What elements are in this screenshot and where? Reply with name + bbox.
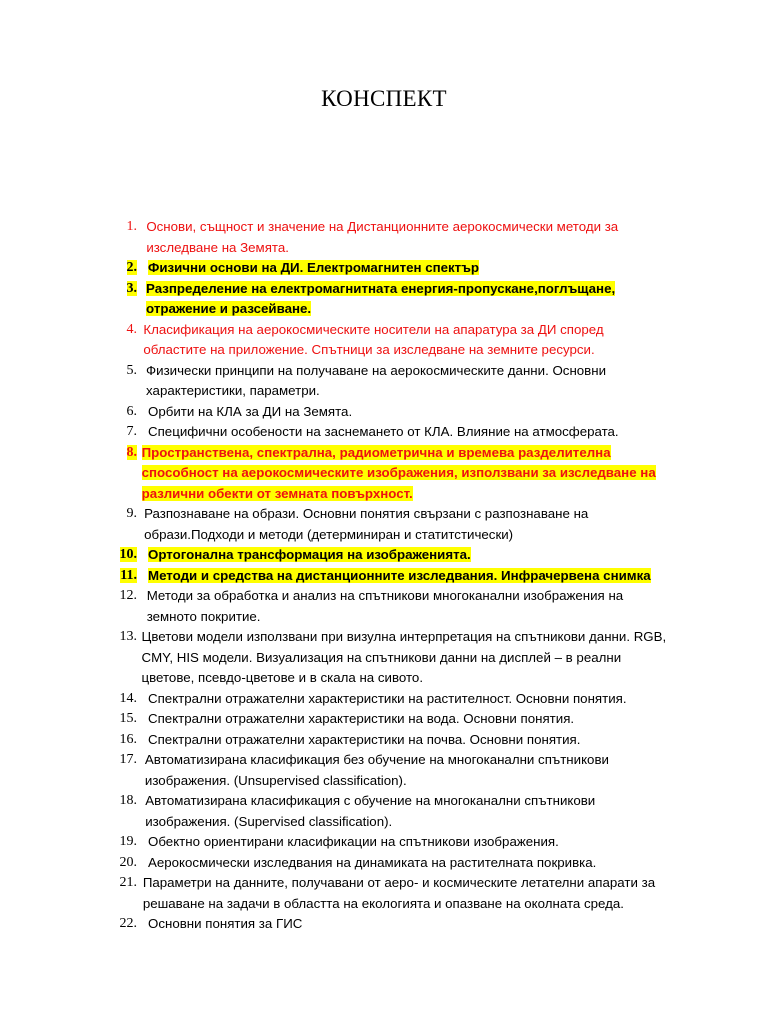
list-item	[110, 504, 670, 545]
item-text-content: Основи, същност и значение на Дистанционните аерокосмически методи за изследване на Земята.	[146, 219, 619, 255]
item-text-content: Параметри на данните, получавани от аеро- и космическите летателни апарати за решаване на задачи в областта на екологията и опазване на околната среда.	[142, 875, 656, 911]
number-gap	[137, 258, 148, 279]
number-gap	[137, 689, 148, 710]
number-gap	[137, 217, 146, 258]
item-number-text: 1.	[126, 219, 137, 234]
topic-list	[110, 217, 670, 935]
item-number	[110, 504, 137, 545]
item-number	[110, 402, 137, 423]
item-number-text: 3.	[126, 280, 137, 296]
item-text	[145, 750, 670, 791]
item-text-content: Пространствена, спектрална, радиометрична и времева разделителна способност на аерокосмическите изображения, използвани за изследване на различни обекти от земната повърхност.	[141, 444, 656, 501]
item-number	[110, 422, 137, 443]
item-text-content: Цветови модели използвани при визулна интерпретация на спътникови данни. RGB, CMY, HIS модели. Визуализация на спътникови данни на дисплей – в реални цветове, псевдо-цветове и в скала на сивото.	[141, 629, 667, 685]
list-item	[110, 791, 670, 832]
item-number-text: 16.	[119, 731, 137, 747]
item-number-text: 19.	[119, 834, 137, 849]
item-number	[110, 873, 137, 914]
item-number	[110, 791, 137, 832]
number-gap	[137, 750, 145, 791]
item-text-content: Класификация на аерокосмическите носители на апаратура за ДИ според областите на приложение. Спътници за изследване на земните ресурси.	[143, 321, 604, 357]
item-text	[148, 422, 670, 443]
document-title: КОНСПЕКТ	[321, 86, 447, 111]
item-text-content: Аерокосмически изследвания на динамиката на растителната покривка.	[148, 854, 597, 870]
item-text	[142, 627, 671, 689]
item-text-content: Основни понятия за ГИС	[148, 916, 303, 931]
item-text-content: Методи и средства на дистанционните изследвания. Инфрачервена снимка	[148, 567, 651, 583]
item-number-text: 11.	[120, 567, 137, 583]
item-text	[148, 689, 670, 710]
item-text	[143, 320, 670, 361]
number-gap	[137, 566, 148, 587]
item-number-text: 21.	[119, 875, 137, 890]
number-gap	[137, 791, 145, 832]
item-number-text: 20.	[119, 854, 137, 870]
list-item	[110, 750, 670, 791]
item-number	[110, 730, 137, 751]
item-number	[110, 320, 137, 361]
item-text	[146, 361, 670, 402]
item-text	[142, 443, 670, 505]
item-number	[110, 258, 137, 279]
number-gap	[137, 586, 147, 627]
item-text	[148, 914, 670, 935]
item-number-text: 9.	[126, 506, 137, 521]
item-number-text: 18.	[119, 793, 137, 808]
list-item	[110, 258, 670, 279]
item-number-text: 14.	[119, 690, 137, 706]
list-item	[110, 689, 670, 710]
item-text-content: Обектно ориентирани класификации на спътникови изображения.	[148, 834, 559, 849]
item-number	[110, 914, 137, 935]
item-text-content: Автоматизирана класификация с обучение на многоканални спътникови изображения. (Supervised classification).	[145, 793, 596, 829]
item-number-text: 10.	[119, 547, 137, 562]
number-gap	[137, 402, 148, 423]
item-text	[143, 873, 670, 914]
list-item	[110, 709, 670, 730]
item-number	[110, 832, 137, 853]
number-gap	[137, 545, 148, 566]
item-number	[110, 627, 137, 689]
list-item	[110, 853, 670, 874]
number-gap	[137, 504, 144, 545]
list-item	[110, 914, 670, 935]
number-gap	[137, 832, 148, 853]
list-item	[110, 361, 670, 402]
list-item	[110, 873, 670, 914]
item-text	[147, 586, 670, 627]
number-gap	[137, 914, 148, 935]
number-gap	[137, 730, 148, 751]
list-item	[110, 545, 670, 566]
list-item	[110, 320, 670, 361]
item-text	[148, 402, 670, 423]
item-number	[110, 443, 137, 505]
list-item	[110, 217, 670, 258]
item-text-content: Спектрални отражателни характеристики на почва. Основни понятия.	[148, 731, 581, 747]
item-number-text: 5.	[126, 362, 137, 378]
item-text-content: Ортогонална трансформация на изображенията.	[148, 547, 471, 562]
list-item	[110, 402, 670, 423]
item-text	[148, 258, 670, 279]
item-number	[110, 586, 137, 627]
item-number-text: 7.	[126, 424, 137, 439]
item-number	[110, 709, 137, 730]
list-item	[110, 832, 670, 853]
item-text	[144, 504, 670, 545]
list-item	[110, 730, 670, 751]
item-text-content: Физични основи на ДИ. Електромагнитен спектър	[148, 260, 480, 275]
list-item	[110, 279, 670, 320]
item-text	[148, 853, 670, 874]
number-gap	[137, 279, 146, 320]
item-number	[110, 279, 137, 320]
item-text	[146, 279, 670, 320]
item-text-content: Разпознаване на образи. Основни понятия свързани с разпознаване на образи.Подходи и методи (детерминиран и статитстически)	[144, 506, 589, 542]
item-number-text: 8.	[126, 444, 137, 460]
item-number-text: 2.	[126, 260, 137, 275]
item-text-content: Спектрални отражателни характеристики на растителност. Основни понятия.	[148, 690, 627, 706]
item-number	[110, 750, 137, 791]
list-item	[110, 422, 670, 443]
item-number	[110, 689, 137, 710]
item-number	[110, 545, 137, 566]
item-number-text: 13.	[119, 629, 137, 644]
item-text-content: Спектрални отражателни характеристики на вода. Основни понятия.	[148, 711, 575, 726]
item-text-content: Орбити на КЛА за ДИ на Земята.	[148, 403, 353, 419]
list-item	[110, 586, 670, 627]
item-text-content: Разпределение на електромагнитната енергия-пропускане,поглъщане, отражение и разсейване.	[146, 280, 616, 316]
list-item	[110, 627, 670, 689]
item-number-text: 17.	[119, 752, 137, 767]
item-number	[110, 217, 137, 258]
item-number-text: 6.	[126, 403, 137, 419]
item-text	[148, 730, 670, 751]
item-text-content: Методи за обработка и анализ на спътникови многоканални изображения на земното покритие.	[146, 588, 624, 624]
number-gap	[137, 422, 148, 443]
item-number	[110, 853, 137, 874]
item-text-content: Автоматизирана класификация без обучение на многоканални спътникови изображения. (Unsupervised classification).	[144, 752, 609, 788]
item-number-text: 12.	[119, 588, 137, 603]
item-number-text: 22.	[119, 916, 137, 931]
item-number-text: 4.	[126, 321, 137, 337]
item-number	[110, 361, 137, 402]
list-item	[110, 566, 670, 587]
item-text	[148, 566, 670, 587]
number-gap	[137, 709, 148, 730]
item-text	[145, 791, 670, 832]
item-text	[148, 832, 670, 853]
item-text	[148, 545, 670, 566]
item-text-content: Физически принципи на получаване на аерокосмическите данни. Основни характеристики, параметри.	[146, 362, 607, 398]
item-text	[148, 709, 670, 730]
item-number-text: 15.	[119, 711, 137, 726]
number-gap	[137, 361, 146, 402]
item-text-content: Специфични особености на заснемането от КЛА. Влияние на атмосферата.	[148, 424, 619, 439]
item-text	[146, 217, 670, 258]
item-number	[110, 566, 137, 587]
list-item	[110, 443, 670, 505]
number-gap	[137, 853, 148, 874]
